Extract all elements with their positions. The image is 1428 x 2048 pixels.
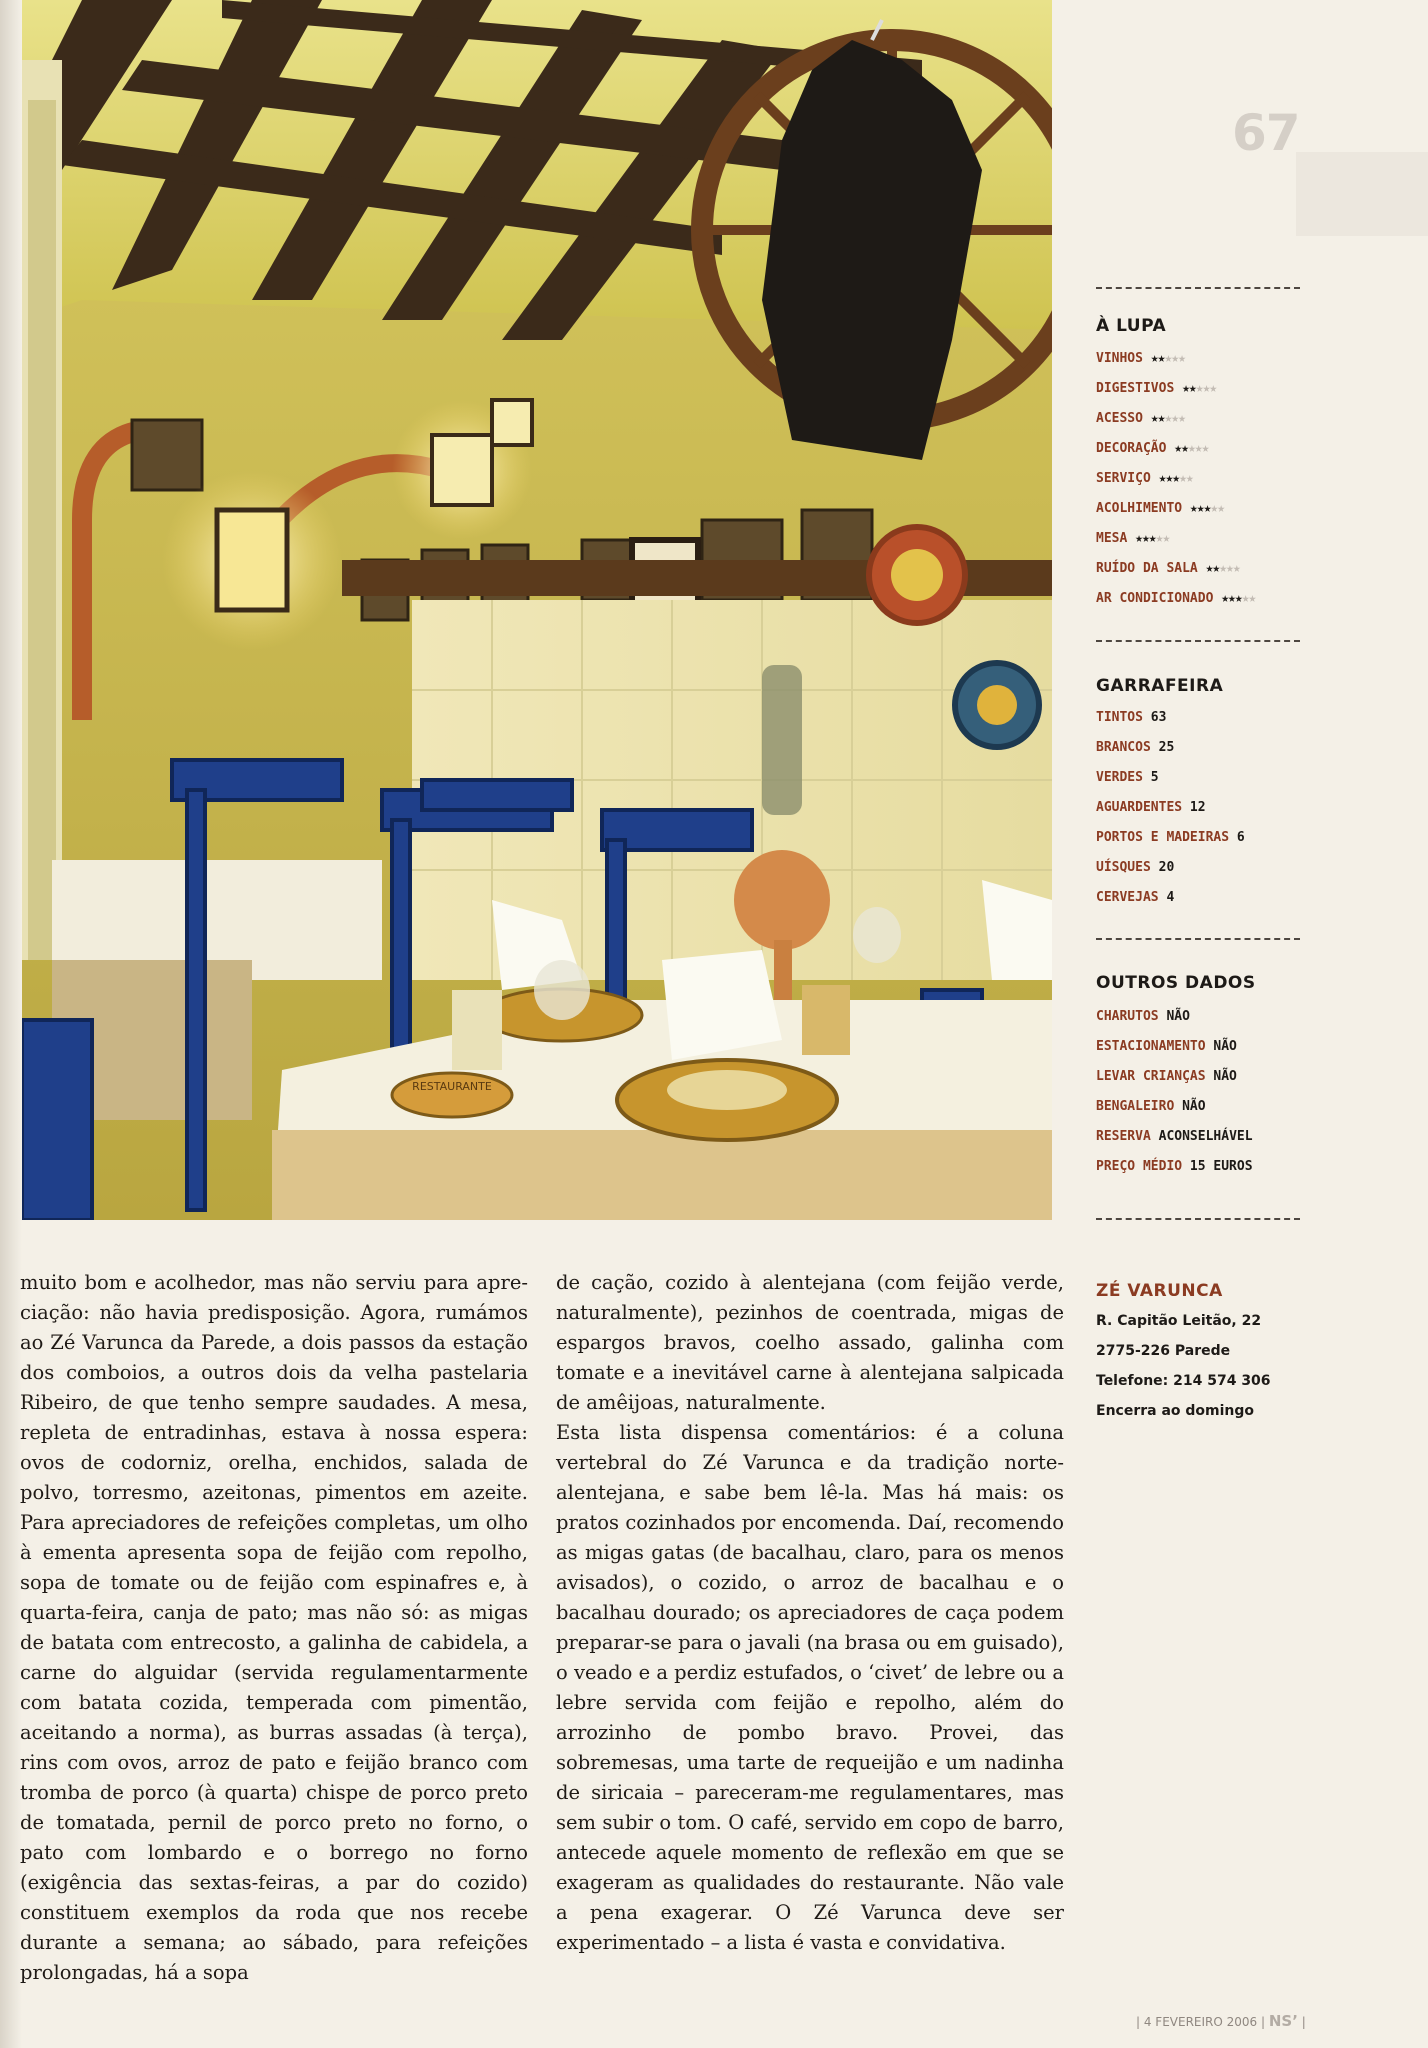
restaurant-contact [1096,1276,1271,1426]
star-icon: ★★ [1205,561,1220,576]
article-paragraph: muito bom e acolhedor, mas não serviu para apreciação: não havia predisposição. Agora, rumámos ao Zé Varunca da Parede, a dois passos da estação dos comboios, a outros dois da velha pastelaria Ribeiro, de que tenho sempre saudades. A mesa, repleta de entradinhas, estava à nossa espera: ovos de codorniz, orelha, enchidos, salada de polvo, torresmo, azeitonas, pimentos em azeite. Para apreciadores de refeições completas, um olho à ementa apresenta sopa de feijão com repolho, sopa de tomate ou de feijão com espinafres e, à quarta-feira, canja de pato; mas não só: as migas de batata com entrecosto, a galinha de cabidela, a carne do alguidar (servida regulamentarmente com batata cozida, temperada com pimentão, aceitando a norma), as burras assadas (à terça), rins com ovos, arroz de pato e feijão branco com tromba de porco (à quarta) chispe de porco preto de tomatada, pernil de porco preto no forno, o pato com lombardo e o borrego no forno (exigência das sextas-feiras, a par do cozido) constituem exemplos da roda que nos recebe durante a semana; ao sábado, para refeições prolongadas, há a sopa [20,1271,528,1984]
info-value: NÃO [1213,1069,1237,1084]
wine-count: 63 [1150,710,1167,725]
wine-label: AGUARDENTES [1096,800,1183,815]
rating-row [1096,494,1255,524]
rating-label: ACOLHIMENTO [1096,501,1183,516]
info-label: BENGALEIRO [1096,1099,1175,1114]
info-row [1096,1032,1253,1062]
star-empty-icon: ★★ [1155,531,1170,546]
rating-row [1096,344,1255,374]
article-paragraph: de cação, cozido à alentejana (com feijão verde, naturalmente), pezinhos de coentrada, migas de espargos bravos, coelho assado, galinha com tomate e a inevitável carne à alentejana salpicada de amêijoas, naturalmente. [556,1271,1064,1414]
info-label: CHARUTOS [1096,1009,1159,1024]
rating-row [1096,434,1255,464]
restaurant-interior-photo [22,0,1052,1220]
rating-label: AR CONDICIONADO [1096,591,1214,606]
star-icon: ★★★ [1221,591,1242,606]
garrafeira-heading: GARRAFEIRA [1096,676,1224,696]
star-icon: ★★★ [1158,471,1180,486]
info-row [1096,1092,1253,1122]
star-icon: ★★★ [1135,531,1156,546]
restaurant-name: ZÉ VARUNCA [1096,1281,1223,1301]
info-label: RESERVA [1096,1129,1151,1144]
info-value: NÃO [1166,1009,1190,1024]
wine-label: BRANCOS [1096,740,1151,755]
rating-row [1096,374,1255,404]
rating-row [1096,524,1255,554]
star-empty-icon: ★★★ [1164,411,1185,426]
wine-label: TINTOS [1096,710,1143,725]
wine-label: VERDES [1096,770,1143,785]
wine-row [1096,733,1245,763]
wine-count: 4 [1166,890,1175,905]
outros-dados-list [1096,1002,1253,1182]
wine-row [1096,853,1245,883]
info-value: NÃO [1213,1039,1237,1054]
page-tab [1296,152,1428,236]
wine-label: PORTOS E MADEIRAS [1096,830,1230,845]
rating-row [1096,584,1255,614]
rating-label: RUÍDO DA SALA [1096,561,1198,576]
rating-label: ACESSO [1096,411,1143,426]
info-value: 15 EUROS [1189,1159,1253,1174]
issue-date: | 4 FEVEREIRO 2006 | [1136,2015,1266,2029]
wine-row [1096,823,1245,853]
star-icon: ★★ [1150,351,1165,366]
star-empty-icon: ★★★ [1219,561,1240,576]
rating-label: SERVIÇO [1096,471,1151,486]
info-label: PREÇO MÉDIO [1096,1159,1183,1174]
footer-separator: | [1301,2015,1306,2029]
wine-count: 20 [1158,860,1175,875]
lupa-heading: À LUPA [1096,316,1167,336]
restaurant-address: R. Capitão Leitão, 22 [1096,1313,1262,1329]
rating-label: MESA [1096,531,1128,546]
info-row [1096,1062,1253,1092]
star-empty-icon: ★★★ [1164,351,1185,366]
wine-count: 25 [1158,740,1175,755]
star-icon: ★★★ [1189,501,1211,516]
outros-dados-heading: OUTROS DADOS [1096,973,1256,993]
page-gutter-shadow [0,0,22,2048]
divider [1096,287,1300,289]
wine-count: 6 [1236,830,1245,845]
star-empty-icon: ★★ [1210,501,1225,516]
wine-row [1096,793,1245,823]
rating-row [1096,464,1255,494]
rating-row [1096,554,1255,584]
divider [1096,640,1300,642]
wine-count: 12 [1189,800,1206,815]
star-empty-icon: ★★ [1179,471,1193,486]
star-icon: ★★ [1174,441,1188,456]
info-row [1096,1002,1253,1032]
info-value: ACONSELHÁVEL [1158,1129,1253,1144]
article-column-left [20,1268,528,1988]
rating-row [1096,404,1255,434]
info-row [1096,1122,1253,1152]
wine-label: UÍSQUES [1096,860,1151,875]
page-footer [1136,2012,1306,2030]
star-icon: ★★ [1150,411,1165,426]
star-icon: ★★ [1182,381,1196,396]
rating-label: VINHOS [1096,351,1143,366]
garrafeira-list [1096,703,1245,913]
info-label: LEVAR CRIANÇAS [1096,1069,1206,1084]
wine-row [1096,763,1245,793]
article-paragraph: Esta lista dispensa comentários: é a coluna vertebral do Zé Varunca e da tradição norte-alentejana, e sabe bem lê-la. Mas há mais: os pratos cozinhados por encomenda. Daí, recomendo as migas gatas (de bacalhau, claro, para os menos avisados), o cozido, o arroz de bacalhau e o bacalhau dourado; os apreciadores de caça podem preparar-se para o javali (na brasa ou em guisado), o veado e a perdiz estufados, o ‘civet’ de lebre ou a lebre servida com feijão e repolho, além do arrozinho de pombo bravo. Provei, das sobremesas, uma tarte de requeijão e um nadinha de siricaia – pareceram-me regulamentares, mas sem subir o tom. O café, servido em copo de barro, antecede aquele momento de reflexão em que se exageram as qualidades do restaurante. Não vale a pena exagerar. O Zé Varunca deve ser experimentado – a lista é vasta e convidativa. [556,1421,1064,1954]
restaurant-closing-day: Encerra ao domingo [1096,1403,1255,1419]
article-column-right [556,1268,1064,1958]
star-empty-icon: ★★ [1241,591,1256,606]
restaurant-phone: Telefone: 214 574 306 [1096,1373,1271,1389]
star-empty-icon: ★★★ [1187,441,1209,456]
divider [1096,938,1300,940]
wine-label: CERVEJAS [1096,890,1159,905]
star-empty-icon: ★★★ [1195,381,1217,396]
wine-row [1096,883,1245,913]
wine-count: 5 [1150,770,1159,785]
sign-text: RESTAURANTE [412,1080,492,1093]
rating-label: DIGESTIVOS [1096,381,1175,396]
info-row [1096,1152,1253,1182]
info-value: NÃO [1182,1099,1206,1114]
info-label: ESTACIONAMENTO [1096,1039,1206,1054]
magazine-logo: NS’ [1268,2012,1298,2030]
restaurant-postal-code: 2775-226 Parede [1096,1343,1231,1359]
lupa-ratings-list [1096,344,1255,614]
page-number: 67 [1232,104,1300,162]
wine-row [1096,703,1245,733]
divider [1096,1218,1300,1220]
rating-label: DECORAÇÃO [1096,441,1167,456]
